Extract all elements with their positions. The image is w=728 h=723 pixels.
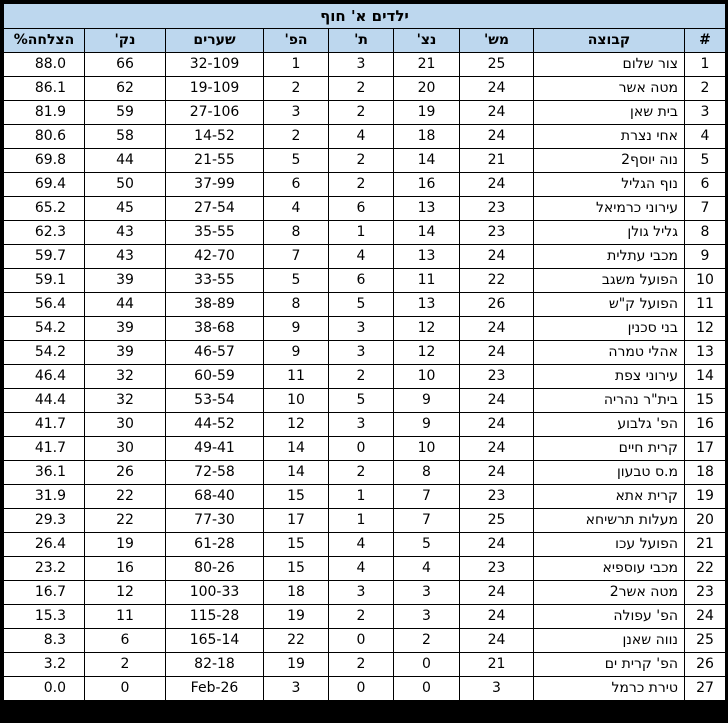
cell-team: עירוני כרמיאל <box>534 197 685 221</box>
cell-rank: 23 <box>685 581 726 605</box>
cell-rank: 22 <box>685 557 726 581</box>
cell-rank: 11 <box>685 293 726 317</box>
cell-rank: 7 <box>685 197 726 221</box>
table-title: ילדים א' חוף <box>4 4 726 29</box>
cell-wins: 11 <box>394 269 460 293</box>
cell-pct: 16.7 <box>4 581 85 605</box>
cell-draws: 2 <box>329 365 394 389</box>
cell-goals: 61-28 <box>166 533 264 557</box>
cell-pct: 26.4 <box>4 533 85 557</box>
cell-team: הפועל עכו <box>534 533 685 557</box>
cell-points: 44 <box>85 149 166 173</box>
cell-team: מכבי עוספיא <box>534 557 685 581</box>
cell-points: 66 <box>85 53 166 77</box>
cell-goals: 82-18 <box>166 653 264 677</box>
cell-wins: 12 <box>394 341 460 365</box>
cell-team: קרית חיים <box>534 437 685 461</box>
cell-played: 25 <box>460 53 534 77</box>
cell-points: 39 <box>85 341 166 365</box>
cell-wins: 13 <box>394 293 460 317</box>
table-row <box>4 461 726 485</box>
cell-rank: 2 <box>685 77 726 101</box>
cell-points: 0 <box>85 677 166 701</box>
cell-pct: 23.2 <box>4 557 85 581</box>
cell-rank: 24 <box>685 605 726 629</box>
cell-pct: 86.1 <box>4 77 85 101</box>
header-draws: ת' <box>329 29 394 53</box>
cell-played: 23 <box>460 197 534 221</box>
cell-points: 19 <box>85 533 166 557</box>
cell-rank: 6 <box>685 173 726 197</box>
cell-pct: 44.4 <box>4 389 85 413</box>
cell-played: 23 <box>460 485 534 509</box>
cell-goals: 37-99 <box>166 173 264 197</box>
cell-wins: 0 <box>394 677 460 701</box>
cell-points: 22 <box>85 485 166 509</box>
cell-losses: 14 <box>264 437 329 461</box>
cell-losses: 15 <box>264 485 329 509</box>
cell-team: מכבי עתלית <box>534 245 685 269</box>
cell-goals: 77-30 <box>166 509 264 533</box>
cell-points: 11 <box>85 605 166 629</box>
cell-draws: 2 <box>329 77 394 101</box>
cell-points: 59 <box>85 101 166 125</box>
cell-wins: 14 <box>394 149 460 173</box>
table-row <box>4 293 726 317</box>
cell-pct: 15.3 <box>4 605 85 629</box>
table-row <box>4 221 726 245</box>
cell-draws: 5 <box>329 293 394 317</box>
cell-wins: 0 <box>394 653 460 677</box>
header-played: מש' <box>460 29 534 53</box>
cell-pct: 69.4 <box>4 173 85 197</box>
cell-losses: 17 <box>264 509 329 533</box>
cell-wins: 3 <box>394 605 460 629</box>
cell-draws: 5 <box>329 389 394 413</box>
table-row <box>4 533 726 557</box>
cell-losses: 9 <box>264 317 329 341</box>
cell-goals: 100-33 <box>166 581 264 605</box>
cell-pct: 29.3 <box>4 509 85 533</box>
header-losses: הפ' <box>264 29 329 53</box>
cell-wins: 2 <box>394 629 460 653</box>
cell-played: 24 <box>460 413 534 437</box>
cell-points: 62 <box>85 77 166 101</box>
cell-goals: 35-55 <box>166 221 264 245</box>
cell-draws: 1 <box>329 221 394 245</box>
cell-rank: 16 <box>685 413 726 437</box>
cell-losses: 18 <box>264 581 329 605</box>
cell-pct: 3.2 <box>4 653 85 677</box>
cell-rank: 4 <box>685 125 726 149</box>
cell-rank: 8 <box>685 221 726 245</box>
cell-draws: 1 <box>329 485 394 509</box>
cell-goals: 27-54 <box>166 197 264 221</box>
cell-goals: 44-52 <box>166 413 264 437</box>
table-row <box>4 77 726 101</box>
cell-draws: 0 <box>329 437 394 461</box>
cell-losses: 15 <box>264 557 329 581</box>
cell-points: 12 <box>85 581 166 605</box>
cell-wins: 5 <box>394 533 460 557</box>
standings-table <box>3 3 726 701</box>
cell-team: נוף הגליל <box>534 173 685 197</box>
cell-team: הפועל משגב <box>534 269 685 293</box>
table-row <box>4 581 726 605</box>
cell-played: 24 <box>460 245 534 269</box>
cell-wins: 8 <box>394 461 460 485</box>
cell-points: 43 <box>85 245 166 269</box>
cell-wins: 7 <box>394 509 460 533</box>
cell-wins: 14 <box>394 221 460 245</box>
table-row <box>4 269 726 293</box>
cell-points: 39 <box>85 269 166 293</box>
cell-goals: 49-41 <box>166 437 264 461</box>
cell-played: 24 <box>460 125 534 149</box>
cell-losses: 22 <box>264 629 329 653</box>
cell-played: 21 <box>460 653 534 677</box>
cell-team: מטה אשר <box>534 77 685 101</box>
cell-draws: 4 <box>329 125 394 149</box>
cell-team: נווה שאנן <box>534 629 685 653</box>
cell-pct: 31.9 <box>4 485 85 509</box>
table-row <box>4 197 726 221</box>
cell-pct: 62.3 <box>4 221 85 245</box>
cell-goals: 14-52 <box>166 125 264 149</box>
cell-draws: 2 <box>329 101 394 125</box>
cell-wins: 19 <box>394 101 460 125</box>
cell-pct: 81.9 <box>4 101 85 125</box>
cell-pct: 41.7 <box>4 437 85 461</box>
table-row <box>4 629 726 653</box>
cell-team: צור שלום <box>534 53 685 77</box>
cell-rank: 27 <box>685 677 726 701</box>
table-row <box>4 173 726 197</box>
cell-pct: 59.1 <box>4 269 85 293</box>
cell-rank: 21 <box>685 533 726 557</box>
cell-rank: 15 <box>685 389 726 413</box>
cell-rank: 13 <box>685 341 726 365</box>
cell-points: 6 <box>85 629 166 653</box>
cell-wins: 9 <box>394 389 460 413</box>
cell-goals: 21-55 <box>166 149 264 173</box>
cell-losses: 7 <box>264 245 329 269</box>
table-row <box>4 53 726 77</box>
cell-points: 39 <box>85 317 166 341</box>
table-row <box>4 125 726 149</box>
cell-played: 26 <box>460 293 534 317</box>
cell-pct: 80.6 <box>4 125 85 149</box>
cell-draws: 2 <box>329 461 394 485</box>
cell-team: הפועל ק"ש <box>534 293 685 317</box>
cell-played: 24 <box>460 437 534 461</box>
cell-played: 25 <box>460 509 534 533</box>
cell-losses: 1 <box>264 53 329 77</box>
cell-team: גליל גולן <box>534 221 685 245</box>
cell-played: 23 <box>460 365 534 389</box>
cell-draws: 2 <box>329 149 394 173</box>
cell-played: 24 <box>460 317 534 341</box>
cell-draws: 3 <box>329 581 394 605</box>
table-row <box>4 365 726 389</box>
cell-draws: 4 <box>329 557 394 581</box>
cell-pct: 46.4 <box>4 365 85 389</box>
cell-goals: 72-58 <box>166 461 264 485</box>
cell-team: הפ' קרית ים <box>534 653 685 677</box>
cell-wins: 4 <box>394 557 460 581</box>
cell-wins: 10 <box>394 437 460 461</box>
cell-goals: 27-106 <box>166 101 264 125</box>
cell-team: בית שאן <box>534 101 685 125</box>
table-row <box>4 317 726 341</box>
table-row <box>4 101 726 125</box>
table-row <box>4 509 726 533</box>
table-row <box>4 557 726 581</box>
cell-pct: 8.3 <box>4 629 85 653</box>
header-goals: שערים <box>166 29 264 53</box>
cell-played: 3 <box>460 677 534 701</box>
cell-draws: 3 <box>329 317 394 341</box>
cell-goals: 38-89 <box>166 293 264 317</box>
cell-pct: 41.7 <box>4 413 85 437</box>
cell-pct: 59.7 <box>4 245 85 269</box>
table-row <box>4 341 726 365</box>
cell-played: 24 <box>460 461 534 485</box>
cell-draws: 3 <box>329 413 394 437</box>
cell-goals: 53-54 <box>166 389 264 413</box>
cell-draws: 3 <box>329 53 394 77</box>
cell-pct: 65.2 <box>4 197 85 221</box>
cell-team: בני סכנין <box>534 317 685 341</box>
cell-rank: 9 <box>685 245 726 269</box>
cell-draws: 3 <box>329 341 394 365</box>
cell-wins: 9 <box>394 413 460 437</box>
cell-pct: 88.0 <box>4 53 85 77</box>
cell-losses: 14 <box>264 461 329 485</box>
title-row <box>4 4 726 29</box>
cell-wins: 3 <box>394 581 460 605</box>
cell-points: 50 <box>85 173 166 197</box>
cell-team: אחי נצרת <box>534 125 685 149</box>
cell-team: קרית אתא <box>534 485 685 509</box>
cell-played: 24 <box>460 389 534 413</box>
cell-points: 2 <box>85 653 166 677</box>
cell-played: 24 <box>460 629 534 653</box>
cell-pct: 36.1 <box>4 461 85 485</box>
cell-rank: 5 <box>685 149 726 173</box>
cell-team: הפ' גלבוע <box>534 413 685 437</box>
table-row <box>4 485 726 509</box>
cell-losses: 3 <box>264 677 329 701</box>
cell-goals: 46-57 <box>166 341 264 365</box>
cell-draws: 0 <box>329 677 394 701</box>
cell-points: 43 <box>85 221 166 245</box>
cell-losses: 9 <box>264 341 329 365</box>
cell-team: בית"ר נהריה <box>534 389 685 413</box>
cell-wins: 16 <box>394 173 460 197</box>
cell-team: מעלות תרשיחא <box>534 509 685 533</box>
cell-draws: 2 <box>329 173 394 197</box>
cell-played: 23 <box>460 221 534 245</box>
cell-losses: 2 <box>264 77 329 101</box>
cell-rank: 14 <box>685 365 726 389</box>
cell-pct: 0.0 <box>4 677 85 701</box>
cell-points: 44 <box>85 293 166 317</box>
cell-wins: 13 <box>394 197 460 221</box>
cell-points: 45 <box>85 197 166 221</box>
cell-pct: 56.4 <box>4 293 85 317</box>
cell-rank: 20 <box>685 509 726 533</box>
cell-pct: 54.2 <box>4 341 85 365</box>
table-row <box>4 149 726 173</box>
cell-goals: 80-26 <box>166 557 264 581</box>
cell-pct: 69.8 <box>4 149 85 173</box>
cell-points: 32 <box>85 389 166 413</box>
cell-points: 58 <box>85 125 166 149</box>
cell-goals: 68-40 <box>166 485 264 509</box>
cell-team: טירת כרמל <box>534 677 685 701</box>
cell-rank: 17 <box>685 437 726 461</box>
table-row <box>4 389 726 413</box>
cell-played: 22 <box>460 269 534 293</box>
cell-rank: 1 <box>685 53 726 77</box>
cell-losses: 5 <box>264 149 329 173</box>
cell-played: 24 <box>460 581 534 605</box>
cell-points: 30 <box>85 413 166 437</box>
cell-losses: 19 <box>264 605 329 629</box>
cell-draws: 6 <box>329 197 394 221</box>
cell-wins: 12 <box>394 317 460 341</box>
cell-goals: 42-70 <box>166 245 264 269</box>
header-row <box>4 29 726 53</box>
header-points: נק' <box>85 29 166 53</box>
cell-rank: 3 <box>685 101 726 125</box>
cell-played: 24 <box>460 605 534 629</box>
cell-wins: 20 <box>394 77 460 101</box>
cell-goals: 33-55 <box>166 269 264 293</box>
cell-goals: 32-109 <box>166 53 264 77</box>
table-row <box>4 245 726 269</box>
cell-draws: 1 <box>329 509 394 533</box>
cell-team: נוה יוסף2 <box>534 149 685 173</box>
cell-losses: 15 <box>264 533 329 557</box>
header-rank: # <box>685 29 726 53</box>
cell-played: 24 <box>460 533 534 557</box>
cell-pct: 54.2 <box>4 317 85 341</box>
cell-losses: 2 <box>264 125 329 149</box>
table-row <box>4 605 726 629</box>
cell-losses: 6 <box>264 173 329 197</box>
cell-draws: 2 <box>329 653 394 677</box>
cell-rank: 18 <box>685 461 726 485</box>
cell-played: 24 <box>460 173 534 197</box>
cell-played: 21 <box>460 149 534 173</box>
cell-wins: 10 <box>394 365 460 389</box>
cell-draws: 6 <box>329 269 394 293</box>
cell-team: עירוני צפת <box>534 365 685 389</box>
cell-losses: 12 <box>264 413 329 437</box>
cell-played: 24 <box>460 341 534 365</box>
cell-wins: 13 <box>394 245 460 269</box>
cell-rank: 19 <box>685 485 726 509</box>
cell-losses: 5 <box>264 269 329 293</box>
cell-losses: 19 <box>264 653 329 677</box>
header-wins: נצ' <box>394 29 460 53</box>
cell-points: 22 <box>85 509 166 533</box>
cell-losses: 8 <box>264 221 329 245</box>
cell-team: מטה אשר2 <box>534 581 685 605</box>
cell-losses: 11 <box>264 365 329 389</box>
cell-losses: 3 <box>264 101 329 125</box>
header-pct: הצלחה% <box>4 29 85 53</box>
cell-losses: 4 <box>264 197 329 221</box>
cell-goals: 38-68 <box>166 317 264 341</box>
cell-points: 32 <box>85 365 166 389</box>
cell-team: אהלי טמרה <box>534 341 685 365</box>
cell-rank: 10 <box>685 269 726 293</box>
cell-wins: 18 <box>394 125 460 149</box>
cell-played: 24 <box>460 77 534 101</box>
cell-points: 26 <box>85 461 166 485</box>
cell-rank: 12 <box>685 317 726 341</box>
cell-losses: 8 <box>264 293 329 317</box>
standings-body <box>4 53 726 701</box>
cell-goals: 115-28 <box>166 605 264 629</box>
cell-played: 24 <box>460 101 534 125</box>
cell-rank: 26 <box>685 653 726 677</box>
cell-played: 23 <box>460 557 534 581</box>
cell-goals: 165-14 <box>166 629 264 653</box>
cell-wins: 7 <box>394 485 460 509</box>
table-row <box>4 677 726 701</box>
cell-draws: 0 <box>329 629 394 653</box>
table-row <box>4 413 726 437</box>
cell-goals: Feb-26 <box>166 677 264 701</box>
cell-draws: 4 <box>329 533 394 557</box>
cell-points: 30 <box>85 437 166 461</box>
cell-team: הפ' עפולה <box>534 605 685 629</box>
cell-goals: 60-59 <box>166 365 264 389</box>
table-row <box>4 653 726 677</box>
cell-draws: 2 <box>329 605 394 629</box>
cell-points: 16 <box>85 557 166 581</box>
cell-rank: 25 <box>685 629 726 653</box>
cell-losses: 10 <box>264 389 329 413</box>
cell-goals: 19-109 <box>166 77 264 101</box>
cell-draws: 4 <box>329 245 394 269</box>
header-team: קבוצה <box>534 29 685 53</box>
cell-wins: 21 <box>394 53 460 77</box>
table-row <box>4 437 726 461</box>
cell-team: מ.ס טבעון <box>534 461 685 485</box>
